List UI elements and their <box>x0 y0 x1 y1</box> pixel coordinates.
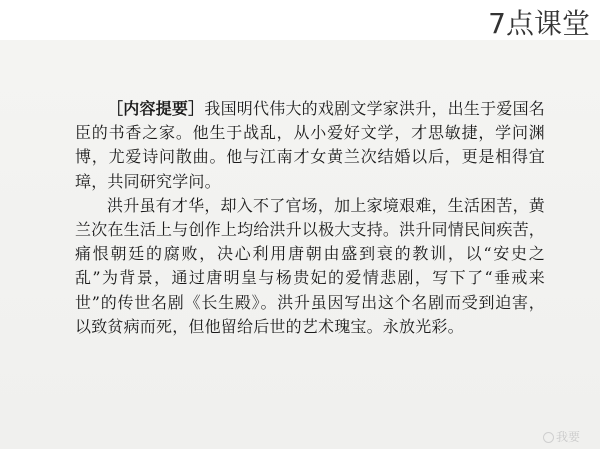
paragraph-summary <box>75 97 545 194</box>
watermark <box>543 428 580 445</box>
summary-text: 我国明代伟大的戏剧文学家洪升，出生于爱国名臣的书香之家。他生于战乱，从小爱好文学，才思敏捷，学问渊博，尤爱诗问散曲。他与江南才女黄兰次结婚以后，更是相得宜璋，共同研究学问。 <box>75 99 546 191</box>
watermark-icon <box>543 432 554 443</box>
paragraph-story: 洪升虽有才华，却入不了官场，加上家境艰难，生活困苦，黄兰次在生活上与创作上均给洪升以极大支持。洪升同情民间疾苦，痛恨朝廷的腐败，决心利用唐朝由盛到衰的教训，以“安史之乱”为背景，通过唐明皇与杨贵妃的爱情悲剧，写下了“垂戒来世”的传世名剧《长生殿》。洪升虽因写出这个名剧而受到迫害，以致贫病而死，但他留给后世的艺术瑰宝。永放光彩。 <box>75 195 545 336</box>
document-text-block <box>75 97 545 339</box>
brand-label: 7点课堂 <box>488 7 590 40</box>
watermark-text: 我要 <box>556 430 581 444</box>
scanned-page <box>0 40 600 449</box>
top-header-strip <box>0 0 600 40</box>
summary-tag: ［内容提要］ <box>107 99 205 118</box>
